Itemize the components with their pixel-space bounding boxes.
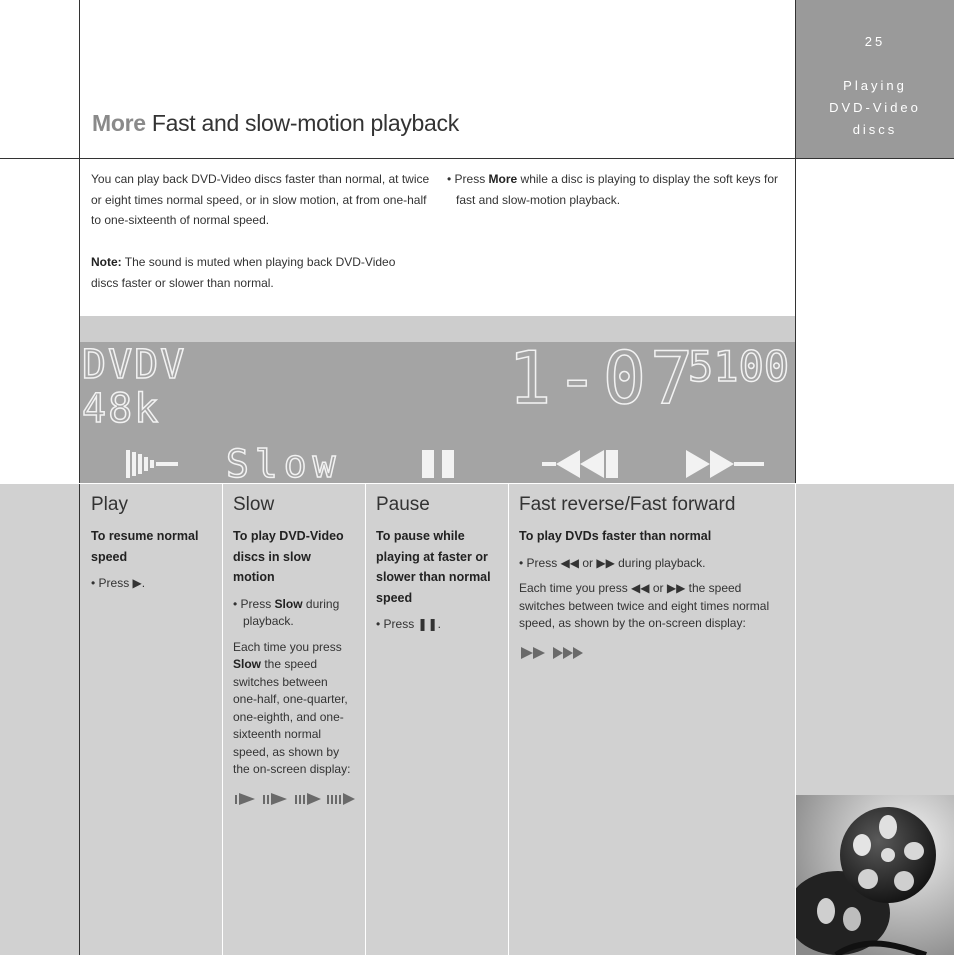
slow-description-text: the speed switches between one-half, one-quarter, one-eighth, and one-sixteenth normal speed, as shown by the on-screen display: [233,657,351,776]
title-text: Fast and slow-motion playback [145,110,459,136]
slow-key-label: Slow [233,657,262,671]
slow-description-text: Each time you press [233,639,342,654]
display-track: 1-07 [508,342,698,420]
slow-instruction-text: during playback. [243,596,340,628]
bullet: • Press [447,172,489,186]
section-name-line-2: DVD-Video [829,100,921,115]
soft-key-fast-reverse-icon [540,448,624,480]
section-name-line-3: discs [852,122,898,137]
slow-key-label: Slow [274,596,303,611]
note-paragraph [91,252,421,293]
note-text: The sound is muted when playing back DVD-Video discs faster or slower than normal. [91,255,396,290]
more-instruction-text: while a disc is playing to display the soft keys for fast and slow-motion playback. [456,172,779,207]
column-divider [795,484,796,955]
slow-instruction [233,596,355,631]
slow-description [233,639,355,779]
title-accent: More [92,110,146,136]
slow-speed-indicators [233,791,357,807]
soft-key-slow: Slow [226,442,342,483]
more-key-label: More [488,172,518,186]
fast-description: Each time you press ◀◀ or ▶▶ the speed switches between twice and eight times normal speed, as shown by the on-screen display: [519,581,770,630]
fast-column [509,484,795,955]
header-rule [0,158,954,159]
play-instruction: • Press ▶. [91,576,146,590]
display-audio-rate: 48k [82,386,161,432]
soft-key-pause-icon [420,448,460,480]
pause-heading: Pause [376,494,430,515]
display-source: DVDV [82,342,187,388]
intro-paragraph: You can play back DVD-Video discs faster than normal, at twice or eight times normal speed, or in slow motion, at from one-half to one-sixteenth of normal speed. [91,172,430,227]
bullet: • Press [233,596,275,611]
display-counter: 5100 [688,342,790,391]
film-reel-image [796,795,954,955]
display-top-band [80,316,795,342]
fast-subheading: To play DVDs faster than normal [519,529,712,543]
fast-instruction: • Press ◀◀ or ▶▶ during playback. [519,555,706,570]
slow-subheading: To play DVD-Video discs in slow motion [233,529,344,584]
play-heading: Play [91,494,128,515]
soft-key-play-icon [124,446,184,480]
note-label: Note: [91,255,122,269]
soft-key-fast-forward-icon [684,448,768,480]
pause-instruction: • Press ❚❚. [376,617,441,631]
play-column [80,484,222,955]
right-gray-margin [796,484,954,795]
slow-heading: Slow [233,494,275,515]
more-instruction [447,169,786,210]
dvd-front-display [80,342,795,483]
left-gray-margin [0,484,79,955]
slow-column [223,484,365,955]
pause-subheading: To pause while playing at faster or slower than normal speed [376,529,491,605]
section-name-line-1: Playing [843,78,907,93]
play-subheading: To resume normal speed [91,529,199,564]
pause-column [366,484,508,955]
page-number: 25 [864,34,886,49]
fast-speed-indicators [519,645,589,661]
page-title [92,110,459,137]
fast-heading: Fast reverse/Fast forward [519,494,736,515]
